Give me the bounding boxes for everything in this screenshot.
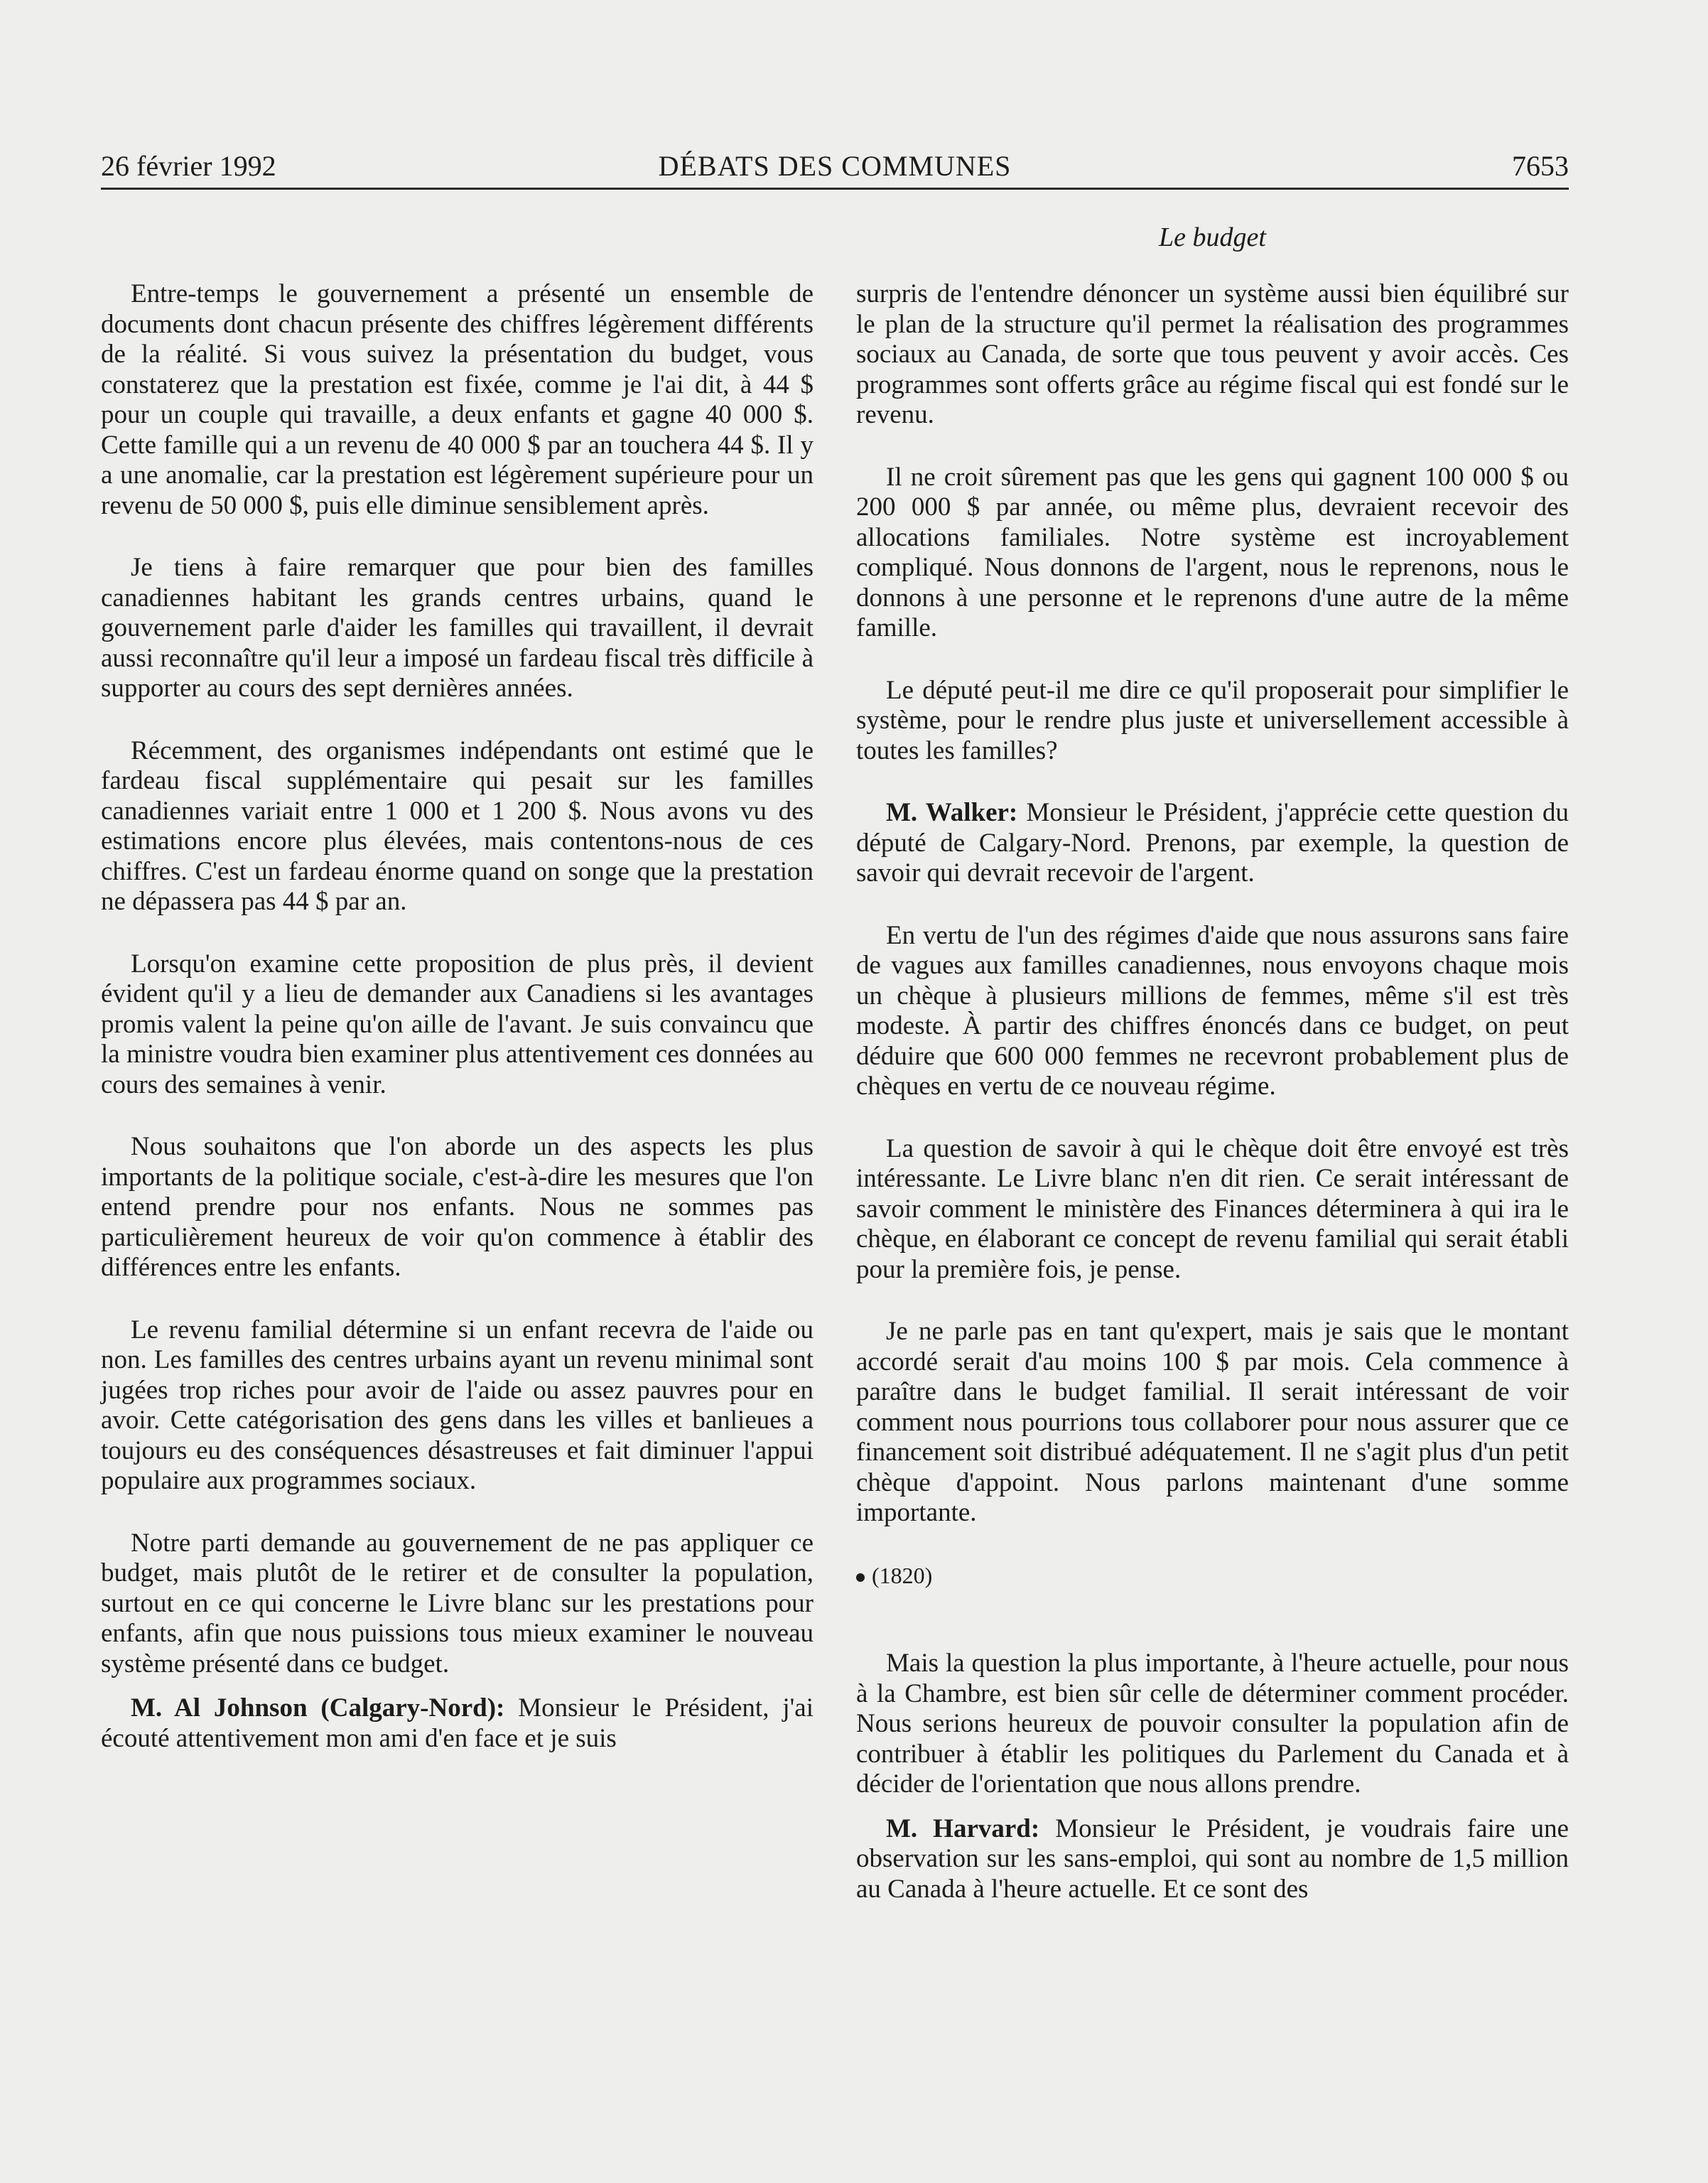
speaker-name-harvard: M. Harvard: xyxy=(886,1813,1040,1843)
timestamp-text: (1820) xyxy=(872,1562,933,1588)
johnson-text: Monsieur le Président, j'ai écouté attentivement mon ami d'en face et je suis xyxy=(101,1693,814,1753)
speaker-name-walker: M. Walker: xyxy=(886,798,1018,827)
speaker-name-johnson: M. Al Johnson (Calgary-Nord): xyxy=(131,1693,505,1723)
right-paragraph-5: En vertu de l'un des régimes d'aide que nous assurons sans faire de vagues aux familles canadiennes, nous envoyons chaque mois un chèque à plusieurs millions de femmes, même s'il est très modeste. À partir des chiffres énoncés dans ce budget, on peut déduire que 600 000 femmes ne recevront probablement plus de chèques en vertu de ce nouveau régime. xyxy=(856,920,1569,1101)
header-page-number: 7653 xyxy=(1512,150,1569,182)
right-paragraph-1: surpris de l'entendre dénoncer un système aussi bien équilibré sur le plan de la structure qu'il permet la réalisation des programmes sociaux au Canada, de sorte que tous peuvent y avoir accès. Ces programmes sont offerts grâce au régime fiscal qui est fondé sur le revenu. xyxy=(856,279,1569,429)
walker-text: Monsieur le Président, j'apprécie cette question du député de Calgary-Nord. Prenons, par exemple, la question de savoir qui devrait recevoir de l'argent. xyxy=(856,798,1569,888)
left-paragraph-3: Récemment, des organismes indépendants ont estimé que le fardeau fiscal supplémentaire qui pesait sur les familles canadiennes variait entre 1 000 et 1 200 $. Nous avons vu des estimations encore plus élevées, mais contentons-nous de ces chiffres. C'est un fardeau énorme quand on songe que la prestation ne dépassera pas 44 $ par an. xyxy=(101,735,814,916)
left-paragraph-5: Nous souhaitons que l'on aborde un des aspects les plus importants de la politique sociale, c'est-à-dire les mesures que l'on entend prendre pour nos enfants. Nous ne sommes pas particulièrement heureux de voir qu'on commence à établir des différences entre les enfants. xyxy=(101,1132,814,1282)
left-paragraph-4: Lorsqu'on examine cette proposition de plus près, il devient évident qu'il y a lieu de demander aux Canadiens si les avantages promis valent la peine qu'on aille de l'avant. Je suis convaincu que la ministre voudra bien examiner plus attentivement ces données au cours des semaines à venir. xyxy=(101,949,814,1099)
right-paragraph-6: La question de savoir à qui le chèque doit être envoyé est très intéressante. Le Livre blanc n'en dit rien. Ce serait intéressant de savoir comment le ministère des Finances déterminera à qui ira le chèque, en élaborant ce concept de revenu familial qui serait établi pour la première fois, je pense. xyxy=(856,1133,1569,1284)
timestamp xyxy=(856,1561,1569,1591)
right-paragraph-8: Mais la question la plus importante, à l'heure actuelle, pour nous à la Chambre, est bien sûr celle de déterminer comment procéder. Nous serions heureux de pouvoir consulter la population afin de contribuer à établir les politiques du Parlement du Canada et à décider de l'orientation que nous allons prendre. xyxy=(856,1649,1569,1799)
left-column xyxy=(101,279,814,1754)
right-paragraph-7: Je ne parle pas en tant qu'expert, mais je sais que le montant accordé serait d'au moins 100 $ par mois. Cela commence à paraître dans le budget familial. Il serait intéressant de voir comment nous pourrions tous collaborer pour nous assurer que ce financement soit distribué adéquatement. Il ne s'agit plus d'un petit chèque d'appoint. Nous parlons maintenant d'une somme importante. xyxy=(856,1317,1569,1527)
harvard-text: Monsieur le Président, je voudrais faire une observation sur les sans-emploi, qui sont au nombre de 1,5 million au Canada à l'heure actuelle. Et ce sont des xyxy=(856,1813,1569,1904)
right-column xyxy=(856,279,1569,1904)
johnson-intervention xyxy=(101,1693,814,1754)
bullet-icon xyxy=(856,1573,865,1582)
left-paragraph-2: Je tiens à faire remarquer que pour bien des familles canadiennes habitant les grands centres urbains, quand le gouvernement parle d'aider les familles qui travaillent, il devrait aussi reconnaître qu'il leur a imposé un fardeau fiscal très difficile à supporter au cours des sept dernières années. xyxy=(101,553,814,703)
header-date: 26 février 1992 xyxy=(101,150,276,182)
left-paragraph-1: Entre-temps le gouvernement a présenté un ensemble de documents dont chacun présente des chiffres légèrement différents de la réalité. Si vous suivez la présentation du budget, vous constaterez que la prestation est fixée, comme je l'ai dit, à 44 $ pour un couple qui travaille, a deux enfants et gagne 40 000 $. Cette famille qui a un revenu de 40 000 $ par an touchera 44 $. Il y a une anomalie, car la prestation est légèrement supérieure pour un revenu de 50 000 $, puis elle diminue sensiblement après. xyxy=(101,279,814,520)
harvard-intervention xyxy=(856,1814,1569,1905)
left-paragraph-6: Le revenu familial détermine si un enfant recevra de l'aide ou non. Les familles des centres urbains ayant un revenu minimal sont jugées trop riches pour avoir de l'aide ou assez pauvres pour en avoir. Cette catégorisation des gens dans les villes et banlieues a toujours eu des conséquences désastreuses et fait diminuer l'appui populaire aux programmes sociaux. xyxy=(101,1315,814,1495)
right-paragraph-2: Il ne croit sûrement pas que les gens qui gagnent 100 000 $ ou 200 000 $ par année, ou même plus, devraient recevoir des allocations familiales. Notre système est incroyablement compliqué. Nous donnons de l'argent, nous le reprenons, nous le donnons à une personne et le reprenons d'une autre de la même famille. xyxy=(856,462,1569,642)
right-paragraph-3: Le député peut-il me dire ce qu'il proposerait pour simplifier le système, pour le rendre plus juste et universellement accessible à toutes les familles? xyxy=(856,675,1569,765)
section-title: Le budget xyxy=(1159,222,1266,252)
page-header xyxy=(101,142,1569,185)
left-paragraph-7: Notre parti demande au gouvernement de ne pas appliquer ce budget, mais plutôt de le retirer et de consulter la population, surtout en ce qui concerne le Livre blanc sur les prestations pour enfants, afin que nous puissions tous mieux examiner le nouveau système présenté dans ce budget. xyxy=(101,1528,814,1678)
walker-intervention xyxy=(856,798,1569,889)
header-journal-title: DÉBATS DES COMMUNES xyxy=(658,150,1012,182)
header-rule xyxy=(101,188,1569,190)
